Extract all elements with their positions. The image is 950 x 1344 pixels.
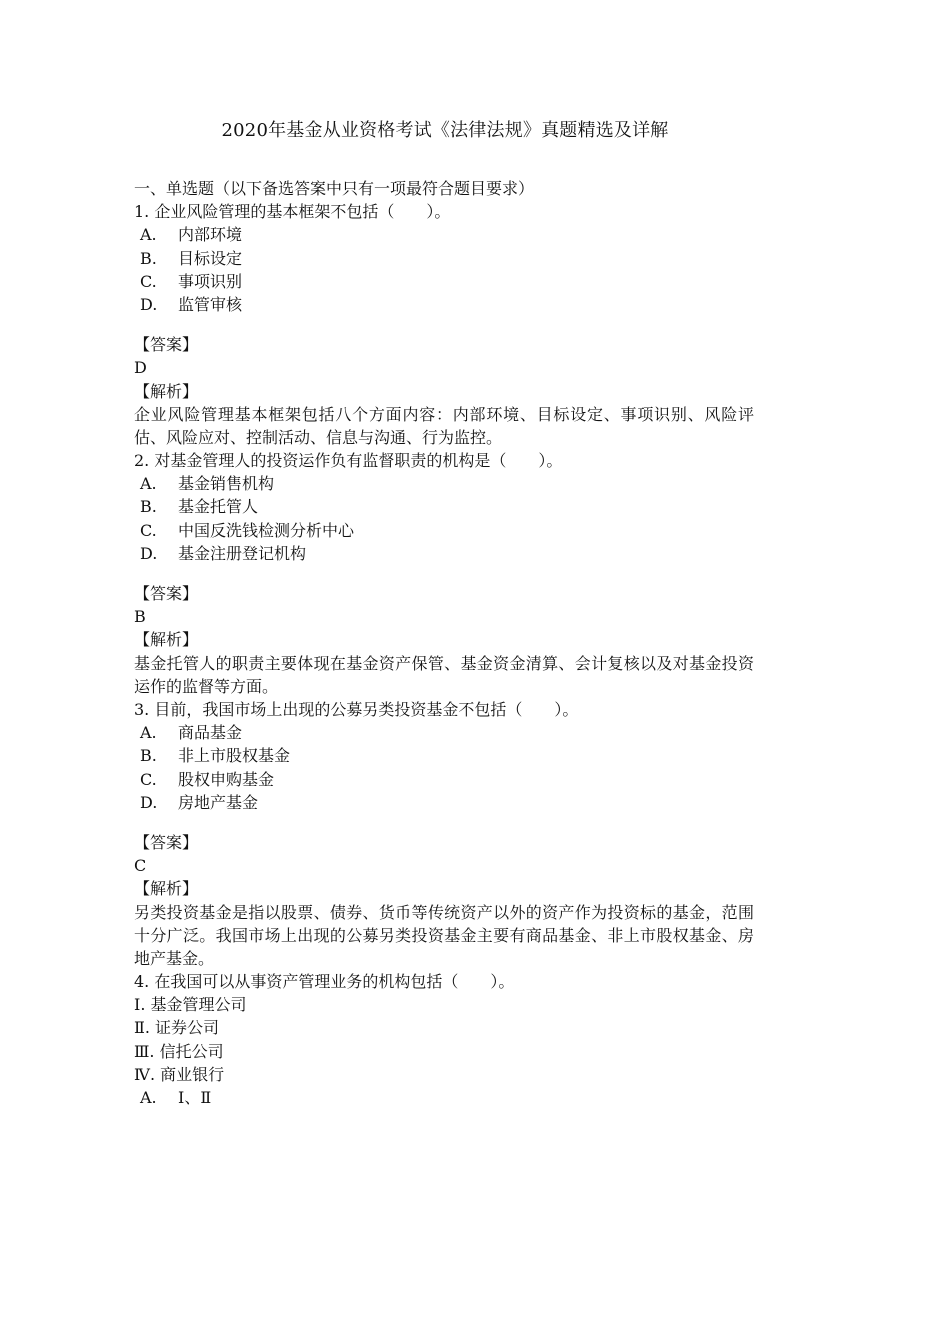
- option-letter: C.: [140, 520, 157, 540]
- option-text: 监管审核: [178, 294, 243, 314]
- option-letter: A.: [140, 723, 157, 743]
- answer-label: 【答案】: [134, 832, 199, 852]
- option-text: 目标设定: [178, 248, 243, 268]
- option-letter: D.: [140, 792, 158, 812]
- analysis-label: 【解析】: [134, 381, 199, 401]
- statement-item: Ⅱ. 证券公司: [134, 1018, 220, 1038]
- spacer: [134, 814, 754, 831]
- option-text: 商品基金: [178, 723, 243, 743]
- option-letter: C.: [140, 769, 157, 789]
- option: [134, 1086, 754, 1109]
- section-heading: 一、单选题（以下备选答案中只有一项最符合题目要求）: [134, 179, 535, 198]
- option: [134, 293, 754, 316]
- option-letter: B.: [140, 746, 157, 766]
- option-letter: B.: [140, 248, 157, 268]
- option-letter: C.: [140, 271, 157, 291]
- option: [134, 472, 754, 495]
- option: [134, 791, 754, 814]
- option-text: 非上市股权基金: [178, 746, 291, 766]
- analysis-label: 【解析】: [134, 879, 199, 899]
- answer-label: 【答案】: [134, 584, 199, 604]
- option: [134, 247, 754, 270]
- option: [134, 768, 754, 791]
- option: [134, 744, 754, 767]
- option-text: 内部环境: [178, 225, 243, 245]
- option: [134, 519, 754, 542]
- document-title: 2020年基金从业资格考试《法律法规》真题精选及详解: [221, 120, 669, 141]
- option: [134, 223, 754, 246]
- option-text: 股权申购基金: [178, 769, 275, 789]
- analysis-text: 基金托管人的职责主要体现在基金资产保管、基金资金清算、会计复核以及对基金投资运作的监督等方面。: [134, 653, 754, 696]
- option-text: 基金托管人: [178, 497, 259, 517]
- answer-label: 【答案】: [134, 335, 199, 355]
- option-text: Ⅰ、Ⅱ: [178, 1088, 212, 1108]
- option: [134, 542, 754, 565]
- question-stem: 4. 在我国可以从事资产管理业务的机构包括（ ）。: [134, 972, 515, 992]
- answer-value: D: [134, 358, 147, 378]
- statement-item: Ⅲ. 信托公司: [134, 1041, 224, 1061]
- analysis-label: 【解析】: [134, 630, 199, 650]
- option-letter: A.: [140, 1088, 157, 1108]
- statement-item: Ⅰ. 基金管理公司: [134, 995, 247, 1015]
- option-letter: A.: [140, 225, 157, 245]
- option-text: 房地产基金: [178, 792, 259, 812]
- statement-item: Ⅳ. 商业银行: [134, 1064, 225, 1084]
- answer-value: C: [134, 856, 147, 876]
- option-text: 事项识别: [178, 271, 243, 291]
- analysis-text: 另类投资基金是指以股票、债券、货币等传统资产以外的资产作为投资标的基金，范围十分广泛。我国市场上出现的公募另类投资基金主要有商品基金、非上市股权基金、房地产基金。: [134, 902, 754, 968]
- answer-value: B: [134, 607, 146, 627]
- option-letter: D.: [140, 294, 158, 314]
- question-stem: 3. 目前，我国市场上出现的公募另类投资基金不包括（ ）。: [134, 700, 579, 719]
- spacer: [134, 316, 754, 333]
- option-letter: A.: [140, 474, 157, 494]
- option-letter: B.: [140, 497, 157, 517]
- option-text: 中国反洗钱检测分析中心: [178, 520, 355, 540]
- analysis-text: 企业风险管理基本框架包括八个方面内容：内部环境、目标设定、事项识别、风险评估、风险应对、控制活动、信息与沟通、行为监控。: [134, 404, 754, 447]
- question-stem: 2. 对基金管理人的投资运作负有监督职责的机构是（ ）。: [134, 451, 563, 471]
- spacer: [134, 565, 754, 582]
- option-text: 基金销售机构: [178, 474, 275, 494]
- question-stem: 1. 企业风险管理的基本框架不包括（ ）。: [134, 202, 451, 222]
- document-body: [134, 177, 754, 1109]
- option: [134, 270, 754, 293]
- option-text: 基金注册登记机构: [178, 543, 307, 563]
- option: [134, 495, 754, 518]
- option-letter: D.: [140, 543, 158, 563]
- option: [134, 721, 754, 744]
